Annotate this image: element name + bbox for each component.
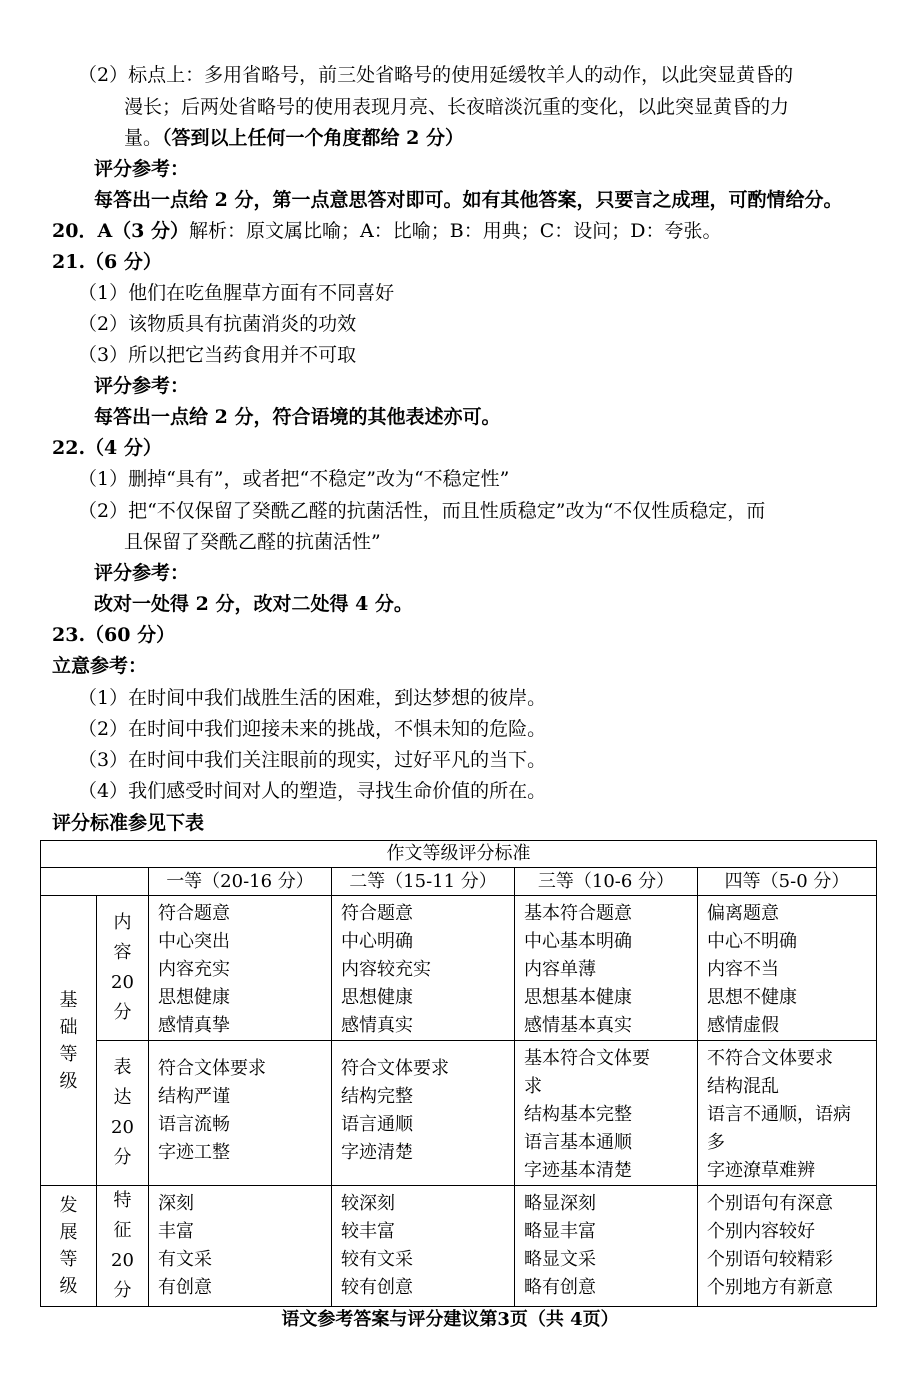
q20-answer <box>52 216 722 246</box>
expression-label <box>97 1041 149 1186</box>
expression-grade-2 <box>332 1041 515 1186</box>
feature-grade-4 <box>698 1186 877 1307</box>
q21-ref-label: 评分参考： <box>94 375 190 397</box>
content-grade-3 <box>515 896 698 1041</box>
feature-label-text: 特征20分 <box>111 1190 134 1301</box>
basic-level-text: 基础等级 <box>59 989 78 1092</box>
criterion: 结构基本完整 <box>524 1104 632 1125</box>
q20-explanation: 解析：原文属比喻；A：比喻；B：用典；C：设问；D：夸张。 <box>189 220 722 242</box>
criterion: 字迹潦草难辨 <box>707 1160 815 1181</box>
content-grade-4 <box>698 896 877 1041</box>
q23-idea: （2）在时间中我们迎接未来的挑战，不惧未知的危险。 <box>78 718 547 740</box>
criterion: 语言不通顺，语病 <box>707 1104 851 1125</box>
grade-header: 四等（5-0 分） <box>698 868 877 896</box>
expression-grade-1 <box>149 1041 332 1186</box>
criterion: 感情真实 <box>341 1015 413 1036</box>
criterion: 内容充实 <box>158 959 230 980</box>
q22-ref-text: 改对一处得 2 分，改对二处得 4 分。 <box>94 593 413 615</box>
criterion: 基本符合题意 <box>524 903 632 924</box>
criterion: 深刻 <box>158 1193 194 1214</box>
criterion: 丰富 <box>158 1221 194 1242</box>
grade-header: 三等（10-6 分） <box>515 868 698 896</box>
expression-grade-4 <box>698 1041 877 1186</box>
content-label-text: 内容20分 <box>111 912 134 1023</box>
criterion: 个别地方有新意 <box>707 1277 833 1298</box>
feature-grade-2 <box>332 1186 515 1307</box>
feature-label <box>97 1186 149 1307</box>
feature-grade-3 <box>515 1186 698 1307</box>
criterion: 符合题意 <box>158 903 230 924</box>
q22-heading: 22.（4 分） <box>52 437 162 459</box>
q19-point2-line3 <box>124 123 464 153</box>
criterion: 符合文体要求 <box>341 1058 449 1079</box>
criterion: 感情虚假 <box>707 1015 779 1036</box>
content-grade-2 <box>332 896 515 1041</box>
criterion: 较丰富 <box>341 1221 395 1242</box>
table-corner-cell <box>41 868 149 896</box>
grade-header: 一等（20-16 分） <box>149 868 332 896</box>
q19-point2-line1: （2）标点上：多用省略号，前三处省略号的使用延缓牧羊人的动作，以此突显黄昏的 <box>78 64 794 86</box>
criterion: 中心不明确 <box>707 931 797 952</box>
criterion: 字迹工整 <box>158 1142 230 1163</box>
q19-point2-line3-bold: （答到以上任何一个角度都给 2 分） <box>162 127 464 149</box>
criterion: 思想不健康 <box>707 987 797 1008</box>
q23-idea-label: 立意参考： <box>52 655 148 677</box>
criterion: 符合题意 <box>341 903 413 924</box>
criterion: 感情基本真实 <box>524 1015 632 1036</box>
q19-ref-text: 每答出一点给 2 分，第一点意思答对即可。如有其他答案，只要言之成理，可酌情给分。 <box>94 189 843 211</box>
q22-ref-label: 评分参考： <box>94 562 190 584</box>
criterion: 中心基本明确 <box>524 931 632 952</box>
q23-idea: （3）在时间中我们关注眼前的现实，过好平凡的当下。 <box>78 749 547 771</box>
q19-ref-label: 评分参考： <box>94 158 190 180</box>
q21-heading: 21.（6 分） <box>52 251 162 273</box>
criterion: 字迹清楚 <box>341 1142 413 1163</box>
criterion: 语言通顺 <box>341 1114 413 1135</box>
criterion: 有创意 <box>158 1277 212 1298</box>
criterion: 多 <box>707 1132 725 1153</box>
criterion: 有文采 <box>158 1249 212 1270</box>
criterion: 内容不当 <box>707 959 779 980</box>
development-level-label <box>41 1186 97 1307</box>
q21-ref-text: 每答出一点给 2 分，符合语境的其他表述亦可。 <box>94 406 501 428</box>
grade-header: 二等（15-11 分） <box>332 868 515 896</box>
criterion: 较有文采 <box>341 1249 413 1270</box>
criterion: 符合文体要求 <box>158 1058 266 1079</box>
feature-grade-1 <box>149 1186 332 1307</box>
criterion: 求 <box>524 1076 542 1097</box>
q21-item: （2）该物质具有抗菌消炎的功效 <box>78 313 357 335</box>
q23-heading: 23.（60 分） <box>52 624 176 646</box>
basic-level-label <box>41 896 97 1186</box>
criterion: 思想健康 <box>158 987 230 1008</box>
criterion: 内容较充实 <box>341 959 431 980</box>
criterion: 个别语句较精彩 <box>707 1249 833 1270</box>
essay-grading-table <box>40 840 877 1307</box>
q21-item: （3）所以把它当药食用并不可取 <box>78 344 357 366</box>
criterion: 感情真挚 <box>158 1015 230 1036</box>
q22-item2-line2: 且保留了癸酰乙醛的抗菌活性” <box>124 531 381 553</box>
criterion: 略显丰富 <box>524 1221 596 1242</box>
criterion: 略显文采 <box>524 1249 596 1270</box>
q19-point2-line2: 漫长；后两处省略号的使用表现月亮、长夜暗淡沉重的变化，以此突显黄昏的力 <box>124 96 790 118</box>
criterion: 基本符合文体要 <box>524 1048 650 1069</box>
q19-point2-line3-plain: 量。 <box>124 127 163 149</box>
development-level-text: 发展等级 <box>59 1195 78 1297</box>
content-grade-1 <box>149 896 332 1041</box>
q20-label: 20．A（3 分） <box>52 220 190 242</box>
criterion: 结构完整 <box>341 1086 413 1107</box>
expression-grade-3 <box>515 1041 698 1186</box>
expression-label-text: 表达20分 <box>111 1057 134 1168</box>
criterion: 中心突出 <box>158 931 230 952</box>
criterion: 结构严谨 <box>158 1086 230 1107</box>
criterion: 语言流畅 <box>158 1114 230 1135</box>
criterion: 不符合文体要求 <box>707 1048 833 1069</box>
criterion: 略显深刻 <box>524 1193 596 1214</box>
page-footer: 语文参考答案与评分建议第3页（共 4页） <box>281 1309 619 1330</box>
criterion: 个别内容较好 <box>707 1221 815 1242</box>
criterion: 较有创意 <box>341 1277 413 1298</box>
criterion: 字迹基本清楚 <box>524 1160 632 1181</box>
criterion: 较深刻 <box>341 1193 395 1214</box>
criterion: 个别语句有深意 <box>707 1193 833 1214</box>
criterion: 内容单薄 <box>524 959 596 980</box>
q22-item2-line1: （2）把“不仅保留了癸酰乙醛的抗菌活性，而且性质稳定”改为“不仅性质稳定，而 <box>78 500 766 522</box>
content-label <box>97 896 149 1041</box>
criterion: 语言基本通顺 <box>524 1132 632 1153</box>
criterion: 偏离题意 <box>707 903 779 924</box>
q21-item: （1）他们在吃鱼腥草方面有不同喜好 <box>78 282 395 304</box>
criterion: 思想基本健康 <box>524 987 632 1008</box>
q23-table-intro: 评分标准参见下表 <box>52 812 205 834</box>
q23-idea: （1）在时间中我们战胜生活的困难，到达梦想的彼岸。 <box>78 687 547 709</box>
criterion: 中心明确 <box>341 931 413 952</box>
criterion: 结构混乱 <box>707 1076 779 1097</box>
criterion: 思想健康 <box>341 987 413 1008</box>
q22-item1: （1）删掉“具有”，或者把“不稳定”改为“不稳定性” <box>78 468 510 490</box>
table-title: 作文等级评分标准 <box>41 841 877 868</box>
q23-idea: （4）我们感受时间对人的塑造，寻找生命价值的所在。 <box>78 780 547 802</box>
criterion: 略有创意 <box>524 1277 596 1298</box>
